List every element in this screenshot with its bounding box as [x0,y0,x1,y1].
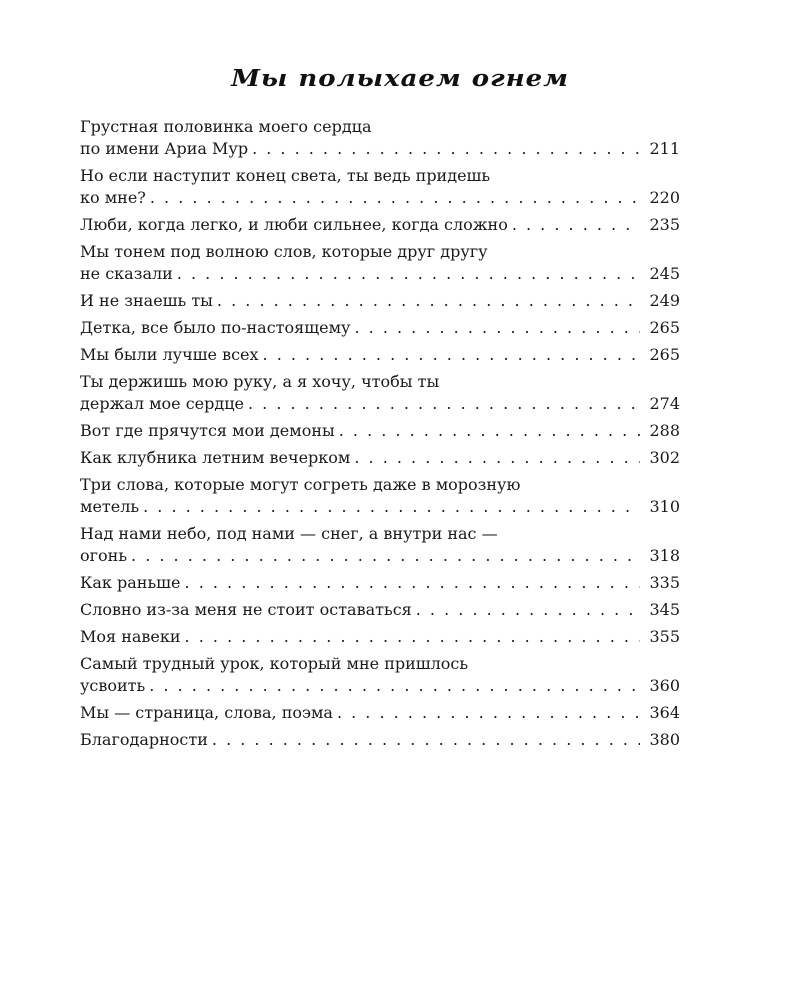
page-number: 249 [649,291,680,310]
page-number: 364 [649,703,680,722]
dot-leader [143,496,640,518]
toc-entry-leader-line [80,317,680,339]
toc-entry [80,626,680,648]
dot-leader [354,447,640,469]
page-number: 211 [649,139,680,158]
dot-leader [212,729,640,751]
toc-entry-leader-line [80,702,680,724]
toc-entry-title-line: Три слова, которые могут согреть даже в морозную [80,475,521,494]
toc-entry-title: Моя навеки [80,627,181,646]
dot-leader [339,420,640,442]
dot-leader [131,545,640,567]
page-number: 235 [649,215,680,234]
toc-entry-title: усвоить [80,676,146,695]
dot-leader [337,702,640,724]
toc-entry [80,371,680,415]
page-number: 310 [649,497,680,516]
toc-entry-title: И не знаешь ты [80,291,213,310]
toc-entry-leader-line [80,626,680,648]
toc-entry [80,116,680,160]
toc-entry-title: Как клубника летним вечерком [80,448,351,467]
toc-entry-title-line: Над нами небо, под нами — снег, а внутри нас — [80,524,498,543]
dot-leader [263,344,640,366]
page-number: 245 [649,264,680,283]
page-number: 220 [649,188,680,207]
toc-entry [80,447,680,469]
page-number: 380 [649,730,680,749]
toc-entry [80,653,680,697]
page-number: 318 [649,546,680,565]
dot-leader [416,599,640,621]
toc-entry [80,599,680,621]
toc-entry-title-line: Ты держишь мою руку, а я хочу, чтобы ты [80,372,440,391]
toc-entry-title: Мы были лучше всех [80,345,259,364]
toc-entry-leader-line [80,138,680,160]
toc-entry-title: огонь [80,546,128,565]
table-of-contents [80,116,680,756]
dot-leader [354,317,640,339]
page-number: 345 [649,600,680,619]
toc-entry-title: метель [80,497,140,516]
toc-entry-title: ко мне? [80,188,146,207]
toc-entry [80,572,680,594]
toc-entry [80,165,680,209]
dot-leader [252,138,640,160]
dot-leader [177,263,640,285]
toc-entry-title-line: Мы тонем под волною слов, которые друг другу [80,242,488,261]
toc-entry-leader-line [80,214,680,236]
dot-leader [185,626,640,648]
toc-entry-leader-line [80,187,680,209]
toc-entry-title: Мы — страница, слова, поэма [80,703,333,722]
toc-entry-leader-line [80,675,680,697]
toc-entry-title: Словно из-за меня не стоит оставаться [80,600,412,619]
page-number: 355 [649,627,680,646]
toc-entry-title: Детка, все было по-настоящему [80,318,351,337]
toc-entry-leader-line [80,290,680,312]
toc-entry-leader-line [80,545,680,567]
page-number: 288 [649,421,680,440]
toc-entry-title: Люби, когда легко, и люби сильнее, когда сложно [80,215,508,234]
page-number: 265 [649,345,680,364]
toc-entry-title: Как раньше [80,573,181,592]
dot-leader [185,572,640,594]
toc-entry [80,523,680,567]
dot-leader [149,675,640,697]
page-number: 360 [649,676,680,695]
dot-leader [150,187,640,209]
toc-entry-title: Вот где прячутся мои демоны [80,421,335,440]
toc-entry [80,241,680,285]
toc-entry-title: по имени Ариа Мур [80,139,249,158]
toc-entry-title: держал мое сердце [80,394,244,413]
page-number: 274 [649,394,680,413]
dot-leader [512,214,640,236]
toc-entry-title: не сказали [80,264,173,283]
toc-entry [80,317,680,339]
page-number: 265 [649,318,680,337]
toc-entry [80,474,680,518]
toc-entry [80,290,680,312]
toc-entry-title-line: Но если наступит конец света, ты ведь придешь [80,166,491,185]
toc-entry-leader-line [80,344,680,366]
page-number: 335 [649,573,680,592]
toc-entry-leader-line [80,420,680,442]
toc-entry [80,420,680,442]
dot-leader [248,393,640,415]
toc-entry [80,214,680,236]
page-number: 302 [649,448,680,467]
toc-entry [80,729,680,751]
toc-entry [80,702,680,724]
dot-leader [217,290,640,312]
toc-entry-leader-line [80,599,680,621]
toc-entry-leader-line [80,729,680,751]
toc-entry-title: Благодарности [80,730,208,749]
toc-entry-leader-line [80,572,680,594]
toc-entry-title-line: Самый трудный урок, который мне пришлось [80,654,469,673]
section-title: Мы полыхаем огнем [231,65,569,93]
toc-entry-title-line: Грустная половинка моего сердца [80,117,372,136]
toc-entry-leader-line [80,447,680,469]
toc-entry-leader-line [80,393,680,415]
toc-entry-leader-line [80,263,680,285]
toc-entry [80,344,680,366]
toc-entry-leader-line [80,496,680,518]
